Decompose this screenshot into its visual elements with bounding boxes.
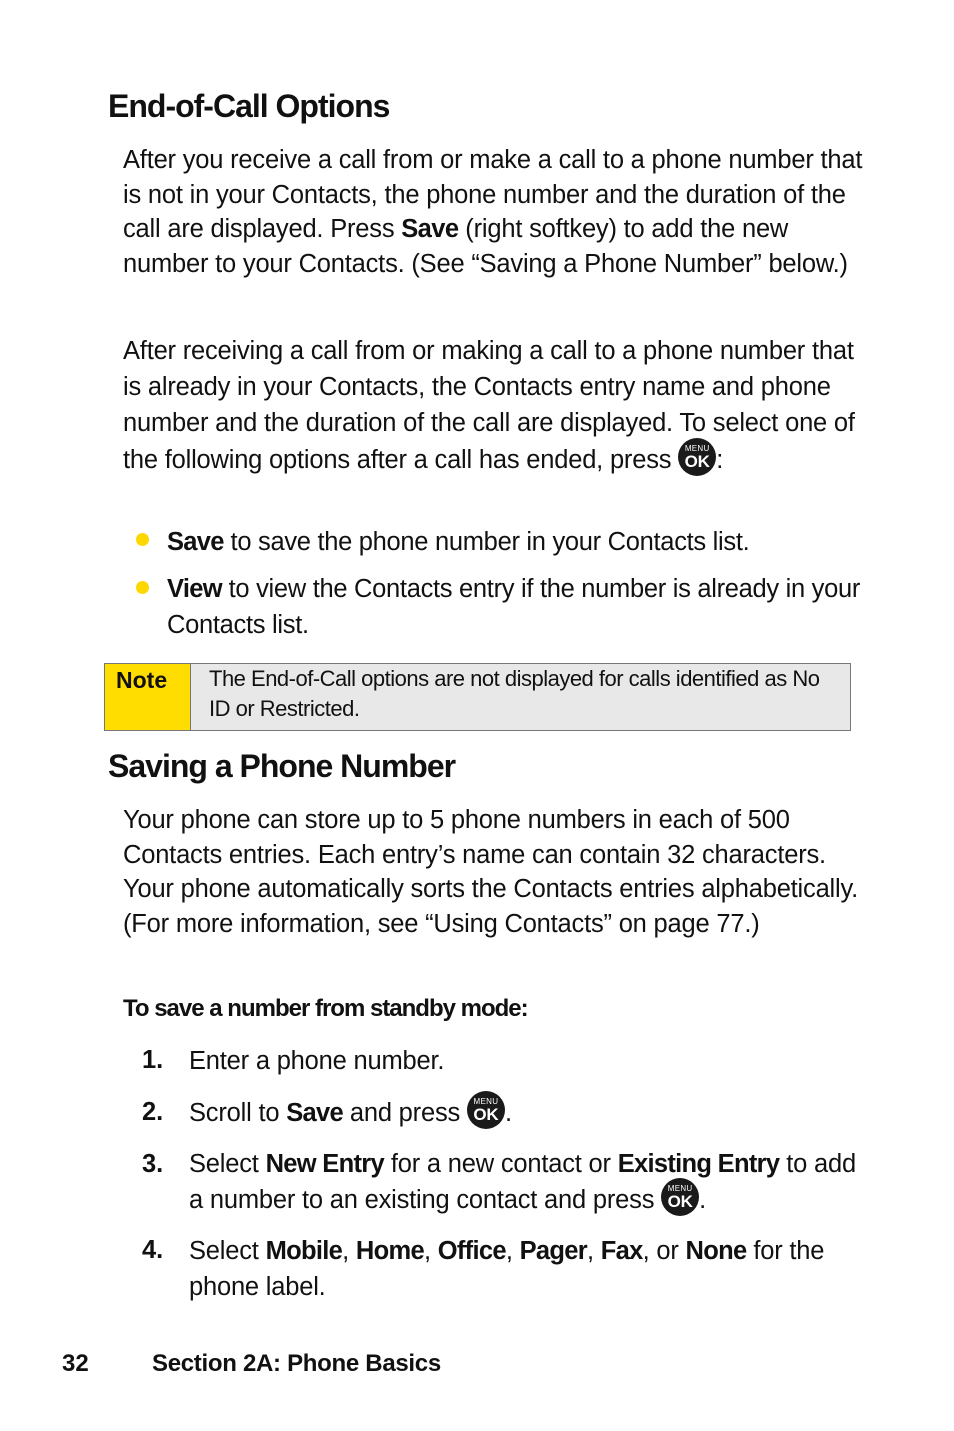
step-4: Select Mobile, Home, Office, Pager, Fax, or None for the phone label. (189, 1237, 825, 1301)
bullet-dot-icon (136, 581, 149, 594)
section-footer: Section 2A: Phone Basics (152, 1350, 441, 1377)
bullet-save: Save to save the phone number in your Contacts list. (167, 528, 750, 556)
section-title-saving-phone-number: Saving a Phone Number (108, 748, 456, 784)
section-title-end-of-call: End-of-Call Options (108, 88, 390, 124)
menu-ok-key-icon: MENU OK (661, 1178, 699, 1216)
step-number: 3. (142, 1150, 164, 1178)
step-3: Select New Entry for a new contact or Existing Entry to add a number to an existing contact and press MENU OK . (189, 1146, 869, 1220)
menu-ok-key-icon: MENU OK (678, 438, 716, 476)
note-text: The End-of-Call options are not displayed for calls identified as No ID or Restricted. (209, 666, 820, 721)
step-number: 1. (142, 1046, 164, 1074)
page-number: 32 (62, 1350, 89, 1377)
bullet-dot-icon (136, 533, 149, 546)
bullet-view: View to view the Contacts entry if the number is already in your Contacts list. (167, 575, 861, 639)
note-label: Note (105, 664, 191, 730)
paragraph-end-of-call-2: After receiving a call from or making a call to a phone number that is already in your Contacts, the Contacts entry name and phone number and the duration of the call are displayed. To select one of the following options after a call has ended, press MENU OK : (123, 333, 863, 480)
step-number: 2. (142, 1098, 164, 1126)
step-2: Scroll to Save and press MENU OK . (189, 1095, 869, 1133)
subheading-standby: To save a number from standby mode: (123, 995, 528, 1022)
note-box (104, 663, 851, 731)
paragraph-end-of-call-1: After you receive a call from or make a call to a phone number that is not in your Contacts, the phone number and the duration of the call are displayed. Press Save (right softkey) to add the new number to your Contacts. (See “Saving a Phone Number” below.) (123, 146, 863, 278)
step-1: Enter a phone number. (189, 1047, 445, 1075)
step-number: 4. (142, 1236, 164, 1264)
menu-ok-key-icon: MENU OK (467, 1091, 505, 1129)
paragraph-saving-phone-number: Your phone can store up to 5 phone numbers in each of 500 Contacts entries. Each entry’s name can contain 32 characters. Your phone automatically sorts the Contacts entries alphabetically. (For more information, see “Using Contacts” on page 77.) (123, 806, 859, 938)
